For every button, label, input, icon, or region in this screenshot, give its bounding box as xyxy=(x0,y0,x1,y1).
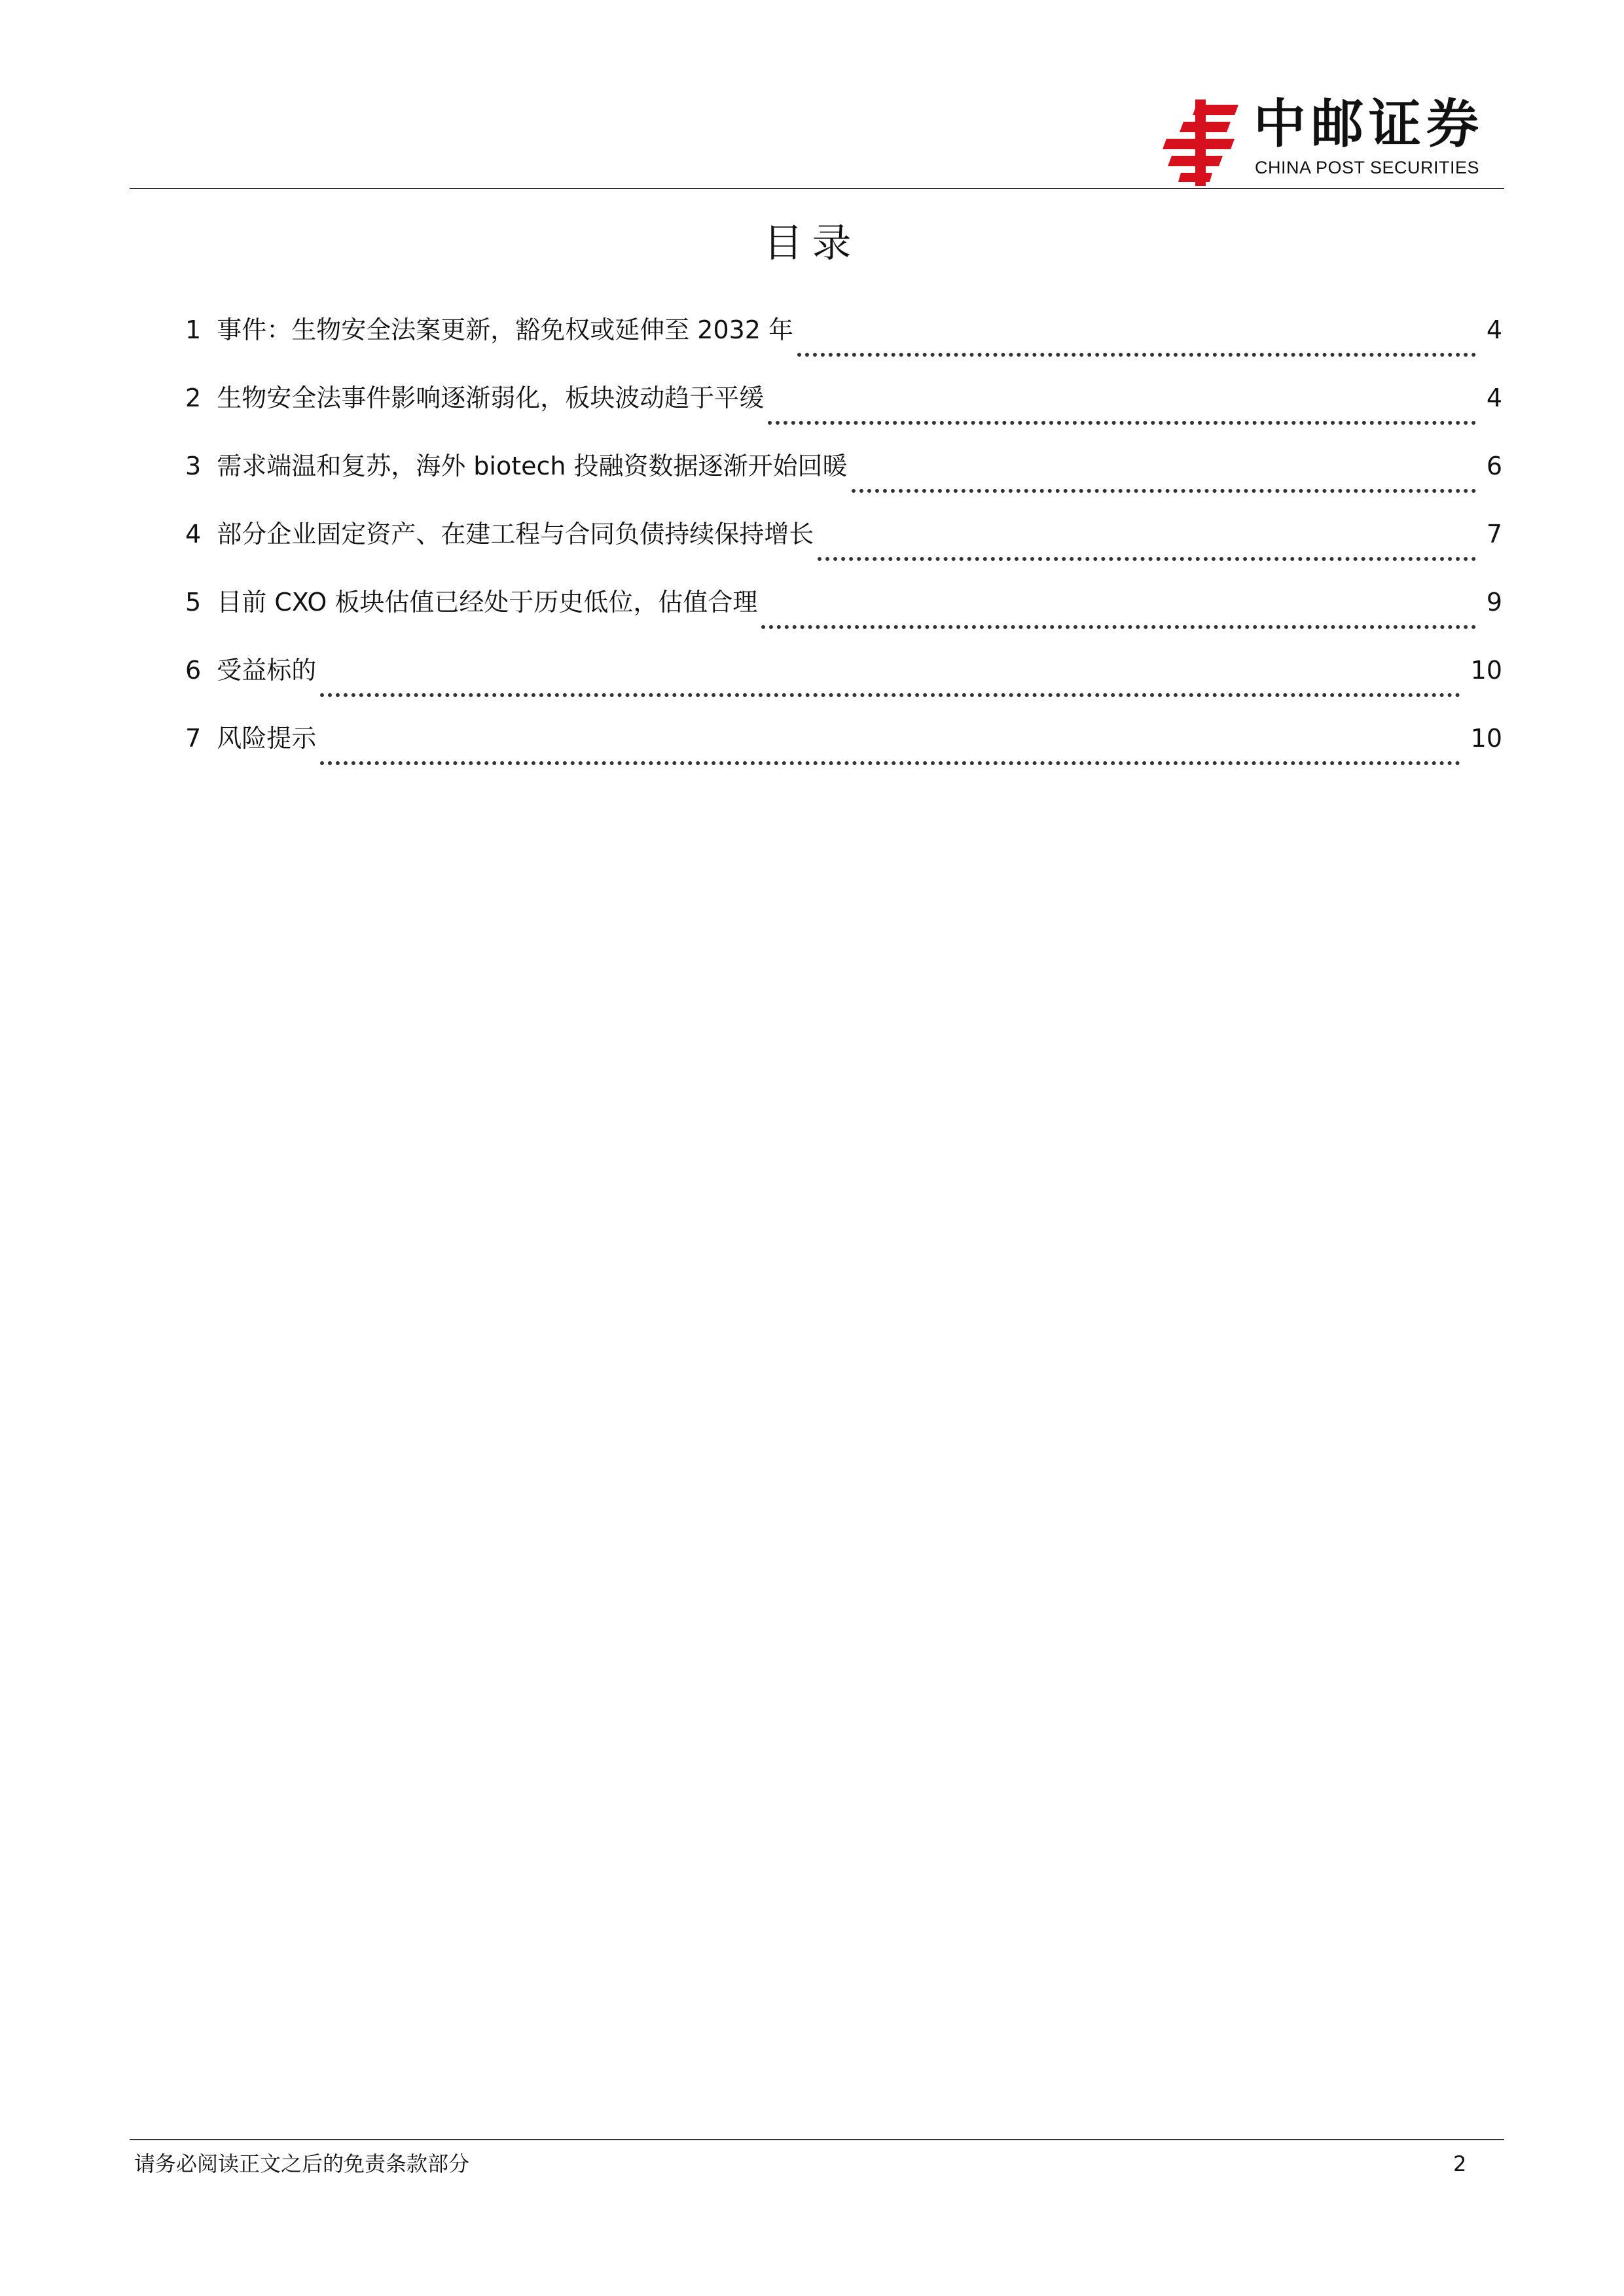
toc-entry-number: 6 xyxy=(185,656,202,685)
toc-entry-page: 9 xyxy=(1486,588,1502,617)
toc-entry[interactable] xyxy=(185,652,1502,720)
china-post-logo-icon xyxy=(1157,99,1244,186)
toc-title: 目录 xyxy=(763,221,861,266)
toc-entry-page: 4 xyxy=(1486,315,1502,344)
toc-entry-number: 7 xyxy=(185,724,202,753)
toc-entry-text: 部分企业固定资产、在建工程与合同负债持续保持增长 xyxy=(217,520,814,548)
toc-dot-leader xyxy=(818,557,1476,561)
toc-entry-number: 2 xyxy=(185,384,202,412)
toc-dot-leader xyxy=(768,421,1476,425)
toc-entry-text: 受益标的 xyxy=(217,656,317,685)
toc-entry-page: 4 xyxy=(1486,384,1502,412)
toc-dot-leader xyxy=(797,353,1476,357)
toc-entry-page: 6 xyxy=(1486,452,1502,480)
toc-entry-number: 4 xyxy=(185,520,202,548)
header-divider xyxy=(130,188,1504,189)
toc-entry[interactable] xyxy=(185,516,1502,584)
toc-entry[interactable] xyxy=(185,720,1502,788)
toc-entry[interactable] xyxy=(185,584,1502,652)
toc-entry-page: 10 xyxy=(1470,724,1502,753)
toc-entry-text: 需求端温和复苏，海外 biotech 投融资数据逐渐开始回暖 xyxy=(217,452,848,480)
toc-entry[interactable] xyxy=(185,448,1502,516)
brand-name-en: CHINA POST SECURITIES xyxy=(1255,158,1480,177)
footer-divider xyxy=(130,2139,1504,2140)
table-of-contents xyxy=(185,312,1502,788)
toc-dot-leader xyxy=(320,761,1460,765)
toc-entry-number: 5 xyxy=(185,588,202,617)
toc-entry[interactable] xyxy=(185,312,1502,380)
toc-entry-text: 风险提示 xyxy=(217,724,317,753)
toc-entry-page: 7 xyxy=(1486,520,1502,548)
toc-dot-leader xyxy=(761,625,1475,629)
toc-entry-number: 1 xyxy=(185,315,202,344)
toc-entry-text: 生物安全法事件影响逐渐弱化，板块波动趋于平缓 xyxy=(217,384,765,412)
toc-entry-text: 事件：生物安全法案更新，豁免权或延伸至 2032 年 xyxy=(217,315,794,344)
toc-entry-page: 10 xyxy=(1470,656,1502,685)
toc-entry-text: 目前 CXO 板块估值已经处于历史低位，估值合理 xyxy=(217,588,758,617)
toc-entry-number: 3 xyxy=(185,452,202,480)
page-number: 2 xyxy=(1453,2151,1467,2176)
toc-entry[interactable] xyxy=(185,380,1502,448)
brand-name-cn: 中邮证券 xyxy=(1254,94,1484,154)
toc-dot-leader xyxy=(852,489,1476,493)
footer-disclaimer: 请务必阅读正文之后的免责条款部分 xyxy=(134,2151,470,2176)
toc-dot-leader xyxy=(320,693,1460,697)
